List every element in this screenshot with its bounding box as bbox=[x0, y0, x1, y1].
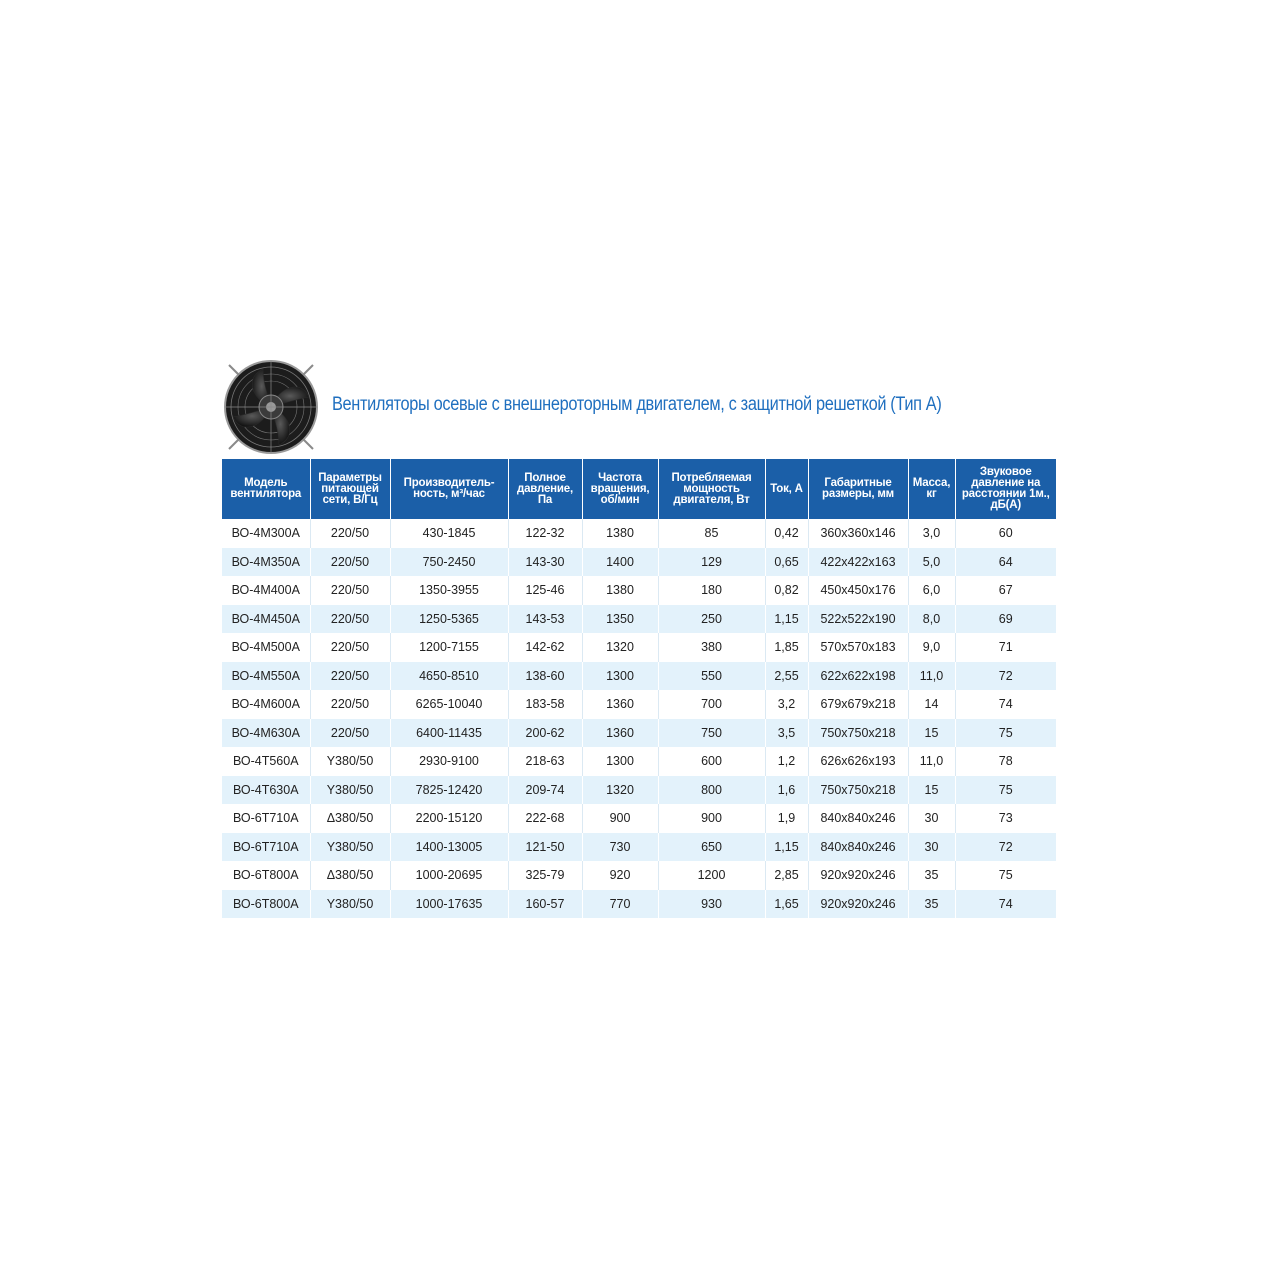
table-cell: ВО-4М300А bbox=[222, 519, 310, 548]
table-cell: 1360 bbox=[582, 690, 658, 719]
table-cell: 650 bbox=[658, 833, 765, 862]
table-row bbox=[222, 890, 1056, 919]
table-cell: 143-53 bbox=[508, 605, 582, 634]
table-cell: 30 bbox=[908, 833, 955, 862]
table-row bbox=[222, 605, 1056, 634]
column-header: Полное давление, Па bbox=[508, 459, 582, 519]
table-cell: ВО-6Т710А bbox=[222, 833, 310, 862]
table-cell: 1400-13005 bbox=[390, 833, 508, 862]
table-cell: ВО-4М500А bbox=[222, 633, 310, 662]
table-cell: 15 bbox=[908, 776, 955, 805]
table-cell: Y380/50 bbox=[310, 890, 390, 919]
table-cell: 900 bbox=[658, 804, 765, 833]
table-cell: 125-46 bbox=[508, 576, 582, 605]
table-cell: 1250-5365 bbox=[390, 605, 508, 634]
table-cell: ВО-4М630А bbox=[222, 719, 310, 748]
table-cell: 840х840х246 bbox=[808, 833, 908, 862]
table-cell: 218-63 bbox=[508, 747, 582, 776]
page-title: Вентиляторы осевые с внешнероторным двигателем, с защитной решеткой (Тип А) bbox=[332, 394, 942, 415]
table-cell: 121-50 bbox=[508, 833, 582, 862]
table-cell: 920 bbox=[582, 861, 658, 890]
table-row bbox=[222, 690, 1056, 719]
table-cell: 1300 bbox=[582, 747, 658, 776]
table-cell: 570х570х183 bbox=[808, 633, 908, 662]
table-cell: 71 bbox=[955, 633, 1056, 662]
table-cell: 122-32 bbox=[508, 519, 582, 548]
table-cell: 1350-3955 bbox=[390, 576, 508, 605]
table-cell: Δ380/50 bbox=[310, 861, 390, 890]
table-cell: 750 bbox=[658, 719, 765, 748]
table-cell: 220/50 bbox=[310, 548, 390, 577]
table-row bbox=[222, 519, 1056, 548]
table-cell: 4650-8510 bbox=[390, 662, 508, 691]
table-cell: 920х920х246 bbox=[808, 861, 908, 890]
table-cell: ВО-4М350А bbox=[222, 548, 310, 577]
axial-fan-icon bbox=[221, 357, 321, 457]
table-cell: 800 bbox=[658, 776, 765, 805]
table-cell: 200-62 bbox=[508, 719, 582, 748]
table-cell: 1300 bbox=[582, 662, 658, 691]
table-cell: 622х622х198 bbox=[808, 662, 908, 691]
table-cell: ВО-4М450А bbox=[222, 605, 310, 634]
table-row bbox=[222, 719, 1056, 748]
table-cell: 1,15 bbox=[765, 833, 808, 862]
table-cell: 1,2 bbox=[765, 747, 808, 776]
table-cell: 78 bbox=[955, 747, 1056, 776]
table-cell: 75 bbox=[955, 719, 1056, 748]
table-cell: ВО-4М400А bbox=[222, 576, 310, 605]
table-cell: 930 bbox=[658, 890, 765, 919]
table-cell: 1380 bbox=[582, 519, 658, 548]
table-cell: 1,85 bbox=[765, 633, 808, 662]
table-cell: 900 bbox=[582, 804, 658, 833]
table-cell: 422х422х163 bbox=[808, 548, 908, 577]
table-cell: 920х920х246 bbox=[808, 890, 908, 919]
table-row bbox=[222, 776, 1056, 805]
table-cell: 75 bbox=[955, 861, 1056, 890]
table-cell: ВО-4М550А bbox=[222, 662, 310, 691]
table-cell: ВО-4Т630А bbox=[222, 776, 310, 805]
table-cell: 30 bbox=[908, 804, 955, 833]
table-cell: 220/50 bbox=[310, 633, 390, 662]
table-row bbox=[222, 662, 1056, 691]
table-header-row bbox=[222, 459, 1056, 519]
table-cell: 183-58 bbox=[508, 690, 582, 719]
table-cell: 0,82 bbox=[765, 576, 808, 605]
table-cell: 6400-11435 bbox=[390, 719, 508, 748]
table-cell: 1000-20695 bbox=[390, 861, 508, 890]
table-cell: 6265-10040 bbox=[390, 690, 508, 719]
table-cell: 2930-9100 bbox=[390, 747, 508, 776]
table-cell: 60 bbox=[955, 519, 1056, 548]
column-header: Производитель-ность, м³/час bbox=[390, 459, 508, 519]
table-cell: 138-60 bbox=[508, 662, 582, 691]
table-cell: 0,42 bbox=[765, 519, 808, 548]
table-cell: 8,0 bbox=[908, 605, 955, 634]
table-cell: 550 bbox=[658, 662, 765, 691]
table-row bbox=[222, 833, 1056, 862]
table-cell: 1320 bbox=[582, 633, 658, 662]
table-cell: 325-79 bbox=[508, 861, 582, 890]
table-cell: 220/50 bbox=[310, 690, 390, 719]
table-cell: 74 bbox=[955, 690, 1056, 719]
table-row bbox=[222, 747, 1056, 776]
column-header: Ток, А bbox=[765, 459, 808, 519]
table-cell: 730 bbox=[582, 833, 658, 862]
table-cell: 1,65 bbox=[765, 890, 808, 919]
table-cell: 129 bbox=[658, 548, 765, 577]
table-cell: 1000-17635 bbox=[390, 890, 508, 919]
table-cell: 220/50 bbox=[310, 662, 390, 691]
table-cell: 600 bbox=[658, 747, 765, 776]
table-cell: 72 bbox=[955, 833, 1056, 862]
table-cell: 0,65 bbox=[765, 548, 808, 577]
table-cell: 2,55 bbox=[765, 662, 808, 691]
table-cell: 3,5 bbox=[765, 719, 808, 748]
table-cell: ВО-6Т710А bbox=[222, 804, 310, 833]
table-cell: 840х840х246 bbox=[808, 804, 908, 833]
table-cell: 143-30 bbox=[508, 548, 582, 577]
table-cell: 750-2450 bbox=[390, 548, 508, 577]
table-cell: 770 bbox=[582, 890, 658, 919]
table-cell: 220/50 bbox=[310, 605, 390, 634]
table-cell: 250 bbox=[658, 605, 765, 634]
table-cell: 679х679х218 bbox=[808, 690, 908, 719]
table-cell: 700 bbox=[658, 690, 765, 719]
table-cell: 2,85 bbox=[765, 861, 808, 890]
table-cell: 3,0 bbox=[908, 519, 955, 548]
table-cell: ВО-4Т560А bbox=[222, 747, 310, 776]
table-cell: 74 bbox=[955, 890, 1056, 919]
table-cell: 750х750х218 bbox=[808, 719, 908, 748]
column-header: Масса, кг bbox=[908, 459, 955, 519]
column-header: Потребляемая мощность двигателя, Вт bbox=[658, 459, 765, 519]
table-cell: 522х522х190 bbox=[808, 605, 908, 634]
table-cell: 222-68 bbox=[508, 804, 582, 833]
table-cell: 35 bbox=[908, 861, 955, 890]
table-row bbox=[222, 861, 1056, 890]
table-cell: Y380/50 bbox=[310, 833, 390, 862]
table-cell: ВО-4М600А bbox=[222, 690, 310, 719]
table-cell: 75 bbox=[955, 776, 1056, 805]
table-cell: Δ380/50 bbox=[310, 804, 390, 833]
table-cell: ВО-6Т800А bbox=[222, 890, 310, 919]
table-cell: 64 bbox=[955, 548, 1056, 577]
column-header: Частота вращения, об/мин bbox=[582, 459, 658, 519]
spec-table bbox=[222, 459, 1056, 918]
table-cell: 1,15 bbox=[765, 605, 808, 634]
table-row bbox=[222, 576, 1056, 605]
table-cell: 750х750х218 bbox=[808, 776, 908, 805]
column-header: Звуковое давление на расстоянии 1м., дБ(А) bbox=[955, 459, 1056, 519]
table-cell: 5,0 bbox=[908, 548, 955, 577]
table-cell: 11,0 bbox=[908, 747, 955, 776]
table-cell: 11,0 bbox=[908, 662, 955, 691]
table-cell: 1400 bbox=[582, 548, 658, 577]
table-cell: 1,9 bbox=[765, 804, 808, 833]
table-cell: 209-74 bbox=[508, 776, 582, 805]
table-cell: Y380/50 bbox=[310, 776, 390, 805]
table-cell: 1,6 bbox=[765, 776, 808, 805]
table-cell: 35 bbox=[908, 890, 955, 919]
table-cell: 1200 bbox=[658, 861, 765, 890]
table-cell: 380 bbox=[658, 633, 765, 662]
table-row bbox=[222, 804, 1056, 833]
table-cell: Y380/50 bbox=[310, 747, 390, 776]
table-cell: 1380 bbox=[582, 576, 658, 605]
column-header: Параметры питающей сети, В/Гц bbox=[310, 459, 390, 519]
table-cell: 450х450х176 bbox=[808, 576, 908, 605]
table-cell: 6,0 bbox=[908, 576, 955, 605]
table-cell: 430-1845 bbox=[390, 519, 508, 548]
table-cell: 73 bbox=[955, 804, 1056, 833]
table-cell: 69 bbox=[955, 605, 1056, 634]
column-header: Модель вентилятора bbox=[222, 459, 310, 519]
table-cell: 1360 bbox=[582, 719, 658, 748]
table-cell: 3,2 bbox=[765, 690, 808, 719]
table-cell: 85 bbox=[658, 519, 765, 548]
table-cell: 15 bbox=[908, 719, 955, 748]
table-cell: 1350 bbox=[582, 605, 658, 634]
table-cell: 1320 bbox=[582, 776, 658, 805]
table-row bbox=[222, 633, 1056, 662]
table-cell: 626х626х193 bbox=[808, 747, 908, 776]
table-cell: 67 bbox=[955, 576, 1056, 605]
table-cell: 9,0 bbox=[908, 633, 955, 662]
table-cell: 360х360х146 bbox=[808, 519, 908, 548]
table-cell: 160-57 bbox=[508, 890, 582, 919]
table-cell: 142-62 bbox=[508, 633, 582, 662]
column-header: Габаритные размеры, мм bbox=[808, 459, 908, 519]
table-cell: 72 bbox=[955, 662, 1056, 691]
table-cell: 1200-7155 bbox=[390, 633, 508, 662]
table-cell: 180 bbox=[658, 576, 765, 605]
table-cell: ВО-6Т800А bbox=[222, 861, 310, 890]
table-cell: 220/50 bbox=[310, 719, 390, 748]
table-cell: 7825-12420 bbox=[390, 776, 508, 805]
table-cell: 220/50 bbox=[310, 576, 390, 605]
table-cell: 220/50 bbox=[310, 519, 390, 548]
table-row bbox=[222, 548, 1056, 577]
table-cell: 14 bbox=[908, 690, 955, 719]
table-cell: 2200-15120 bbox=[390, 804, 508, 833]
